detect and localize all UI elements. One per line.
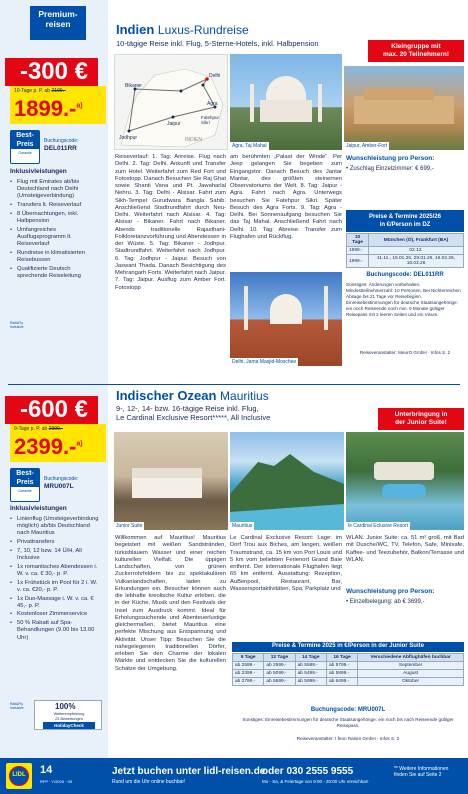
table-cell: ab 2799.- bbox=[233, 678, 264, 686]
list-item: • Qualifizierte Deutsch sprechende Reiseleitung bbox=[10, 266, 102, 280]
wish-title: Wunschleistung pro Person: bbox=[346, 155, 435, 162]
price-table bbox=[232, 653, 464, 686]
india-title-bold: Indien bbox=[116, 22, 155, 37]
india-subtitle: 10-tägige Reise inkl. Flug, 5-Sterne-Hotels, inkl. Halbpension bbox=[116, 39, 319, 48]
old-price: 2199.- bbox=[51, 88, 66, 94]
booking-label: Buchungscode: bbox=[44, 476, 79, 482]
price-footnote: a) bbox=[76, 440, 83, 448]
table-cell: ab 5899.- bbox=[326, 670, 357, 678]
price-table-title: Preise & Termine 2025 in €/Person in der Junior Suite bbox=[232, 642, 464, 652]
booking-code-line: Buchungscode: MRU007L bbox=[310, 707, 386, 713]
table-cell: August bbox=[358, 670, 464, 678]
lidl-logo bbox=[6, 763, 32, 789]
table-cell: 10 Tage bbox=[347, 234, 369, 247]
table-cell: ab 5499.- bbox=[295, 670, 326, 678]
map-label-country: INDIEN bbox=[185, 137, 202, 143]
wish-text: • Einzelbelegung: ab € 3699,- bbox=[346, 599, 425, 605]
resort-photo bbox=[346, 432, 464, 530]
price: 2399.- bbox=[14, 434, 77, 459]
table-cell: München (Ö), Frankfurt (BA) bbox=[369, 234, 464, 247]
photo-caption: Agra, Taj Mahal bbox=[232, 143, 267, 149]
price-table-title: Preise & Termine 2025/26 in €/Person im DZ bbox=[346, 210, 464, 232]
list-item: • Linienflug (Umsteigeverbindung möglich) ab/bis Deutschland nach Mauritius bbox=[10, 516, 102, 538]
mosque-photo bbox=[230, 272, 342, 366]
inclusive-list bbox=[10, 179, 102, 282]
fine-print: Sonstiges: Änderungen vorbehalten. Mindestteilnehmerzahl: 10 Personen. Bei Nichterreichen Absage bis 21 Tage vor Reisebeginn. Einreisebestimmungen für deutsche Staatsangehörige: ein noch Reiseende noch min. 6 Monate gültiger Reisepass mit 2 leeren Seiten und ein Visum. bbox=[346, 282, 461, 317]
photo-caption: Mauritius bbox=[232, 523, 253, 529]
table-header: 16 Tage bbox=[326, 654, 357, 662]
table-row bbox=[347, 255, 464, 268]
table-cell: ab 5099.- bbox=[264, 670, 295, 678]
route-map bbox=[114, 54, 228, 150]
holidaycheck-percent: 100% bbox=[55, 702, 76, 711]
table-cell: ab 5999.- bbox=[295, 678, 326, 686]
list-item: • Rundreise in klimatisierten Reisebussen bbox=[10, 250, 102, 264]
list-item: • Flug mit Emirates ab/bis Deutschland nach Delhi (Umsteigeverbindung) bbox=[10, 179, 102, 201]
itinerary-text-1: Reiseverlauf: 1. Tag: Anreise. Flug nach Delhi. 2. Tag: Delhi. Ankunft und Transfer zum Hotel. Weiterfahrt zum Red Fort und Fotostopp. Danach Besuchen Sie Raj Ghat sowie Shanti Vana und Pt. Jawaharlal Nehru. 3. Tag: Delhi - Alsisar. Fahrt zum Sikh-Tempel Gurudwara Bangla Sahib. Anschließend Stadtrundfahrt durch Neu-Delhi. Weiterfahrt nach Alsisar. 4. Tag: Alsisar - Bikaner. Fahrt nach Bikaner. Abends traditionelle Rajasthani-Folkloretanzvorführung und Abendessen in der Wüste. 5. Tag: Bikaner - Jodhpur. Stadtrundfahrt. Weiterfahrt nach Jodhpur. 6. Tag: Jodhpur - Jaipur. Besuch von Jaswant Thada. Danach Besichtigung des Mehrangarh Forts. Weiterfahrt nach Jaipur. 7. Tag: Jaipur. Ausflug zum Amber Fort. Fotostopp bbox=[115, 154, 226, 291]
price-footnote: a) bbox=[76, 102, 83, 110]
discount-badge: -600 € bbox=[10, 396, 98, 424]
india-title-rest: Luxus-Rundreise bbox=[157, 23, 249, 37]
page-code: RFP · Y/2025 · 05 bbox=[40, 779, 73, 784]
bestpreis-title: Best- Preis bbox=[11, 131, 39, 149]
photo-caption: Delhi, Jama Masjid-Moschee bbox=[232, 359, 297, 365]
mauritius-title bbox=[116, 388, 269, 403]
photo-caption: le Cardinal Eclusive Resort bbox=[348, 523, 409, 529]
mauritius-title-bold: Indischer Ozean bbox=[116, 388, 217, 403]
map-label-fatehpur: Fatehpur Sikri bbox=[201, 115, 220, 125]
mauritius-photo bbox=[230, 432, 344, 530]
amber-fort-photo bbox=[344, 66, 464, 150]
list-item: • 50 % Rabatt auf Spa-Behandlungen (9.00 bis 13.00 Uhr) bbox=[10, 620, 102, 642]
mauritius-title-rest: Mauritius bbox=[220, 389, 269, 403]
holidaycheck-text: Weiterempfehlung 23 Bewertungen bbox=[53, 712, 85, 721]
table-cell: ab 5799.- bbox=[326, 662, 357, 670]
price-box bbox=[10, 86, 106, 124]
list-item: • Transfers lt. Reiseverlauf bbox=[10, 202, 102, 209]
list-item: • Privattransfers bbox=[10, 539, 102, 546]
holidaycheck-badge bbox=[34, 700, 102, 730]
table-cell: Oktober bbox=[358, 678, 464, 686]
more-info-note: ** Weitere Informationen finden Sie auf Seite 2 bbox=[394, 766, 449, 778]
table-cell: ab 2999.- bbox=[264, 662, 295, 670]
holidaycheck-label: HolidayCheck bbox=[43, 722, 95, 729]
section-divider bbox=[8, 384, 460, 385]
map-label-jodhpur: Jodhpur bbox=[119, 135, 138, 141]
rail-fly-logo: Rail&Fly Inclusive bbox=[10, 702, 24, 710]
booking-code-box bbox=[44, 476, 78, 490]
price-duration: 9-Tage p. P. ab bbox=[14, 426, 48, 432]
booking-url-sub: Rund um die Uhr online buchbar! bbox=[112, 779, 186, 785]
table-cell: September bbox=[358, 662, 464, 670]
booking-code-line: Buchungscode: DEL011RR bbox=[366, 272, 444, 278]
table-cell: ab 5599.- bbox=[295, 662, 326, 670]
mauritius-subtitle: 9-, 12-, 14- bzw. 16-tägige Reise inkl. Flug, Le Cardinal Exclusive Resort*****, All Inclusive bbox=[116, 404, 271, 422]
table-header: 14 Tage bbox=[295, 654, 326, 662]
map-label-bikaner: Bikaner bbox=[125, 83, 142, 89]
table-cell: 02.12. bbox=[369, 247, 464, 255]
lidl-logo-text: LIDL bbox=[9, 766, 29, 786]
booking-label: Buchungscode: bbox=[44, 138, 79, 144]
booking-url[interactable]: Jetzt buchen unter lidl-reisen.de bbox=[112, 766, 266, 777]
taj-mahal-photo bbox=[230, 54, 342, 150]
rail-fly-logo: Rail&Fly Inclusive bbox=[10, 321, 24, 329]
description-text-3: WLAN. Junior Suite: ca. 51 m² groß, mit Bad mit Dusche/WC, TV, Telefon, Safe, Minisafe, Kaffee- und Teezubehör, Balkon/Terrasse und WLAN. bbox=[346, 535, 464, 563]
bestpreis-title: Best- Preis bbox=[11, 469, 39, 487]
photo-caption: Junior Suite bbox=[116, 523, 143, 529]
table-cell: ab 2599.- bbox=[233, 662, 264, 670]
map-label-agra: Agra bbox=[207, 101, 218, 107]
old-price: 2999.- bbox=[48, 426, 63, 432]
table-row bbox=[347, 247, 464, 255]
junior-suite-photo bbox=[114, 432, 228, 530]
bestpreis-subtitle: Garantie bbox=[18, 151, 32, 155]
list-item: • 1x Frühstück im Pool für 2 i. W. v. ca. €20,- p. P. bbox=[10, 580, 102, 594]
organizer-text: Reiseveranstalter: I feon Rasen GmbH · Infos S. 2 bbox=[296, 736, 400, 741]
photo-caption: Jaipur, Amber-Fort bbox=[346, 143, 388, 149]
map-label-delhi: Delhi bbox=[209, 73, 221, 79]
bestpreis-logo bbox=[10, 130, 40, 164]
table-cell: 1899.- bbox=[347, 247, 369, 255]
table-row bbox=[347, 234, 464, 247]
inclusive-title: Inklusivleistungen bbox=[10, 505, 67, 512]
description-text-2: Le Cardinal Exclusive Resort: Lage: im Dorf Trou aux Biches, am langen, weißen Traumstrand, ca. 15 km von Port Louis und 5 km vom beliebten Ferienort Grand Baie entfernt. Der internationale Flughafen liegt 65 km entfernt. Ausstattung: Rezeption, AuBenpool, Restaurant, Bar, Wassersportaktivitäten, Spa, Parkplatz und bbox=[230, 535, 342, 592]
table-header: 12 Tage bbox=[264, 654, 295, 662]
table-row bbox=[233, 678, 464, 686]
india-title bbox=[116, 22, 249, 37]
price-box bbox=[10, 424, 106, 462]
map-label-jaipur: Jaipur bbox=[167, 121, 181, 127]
table-cell: 1999.- bbox=[347, 255, 369, 268]
inclusive-title: Inklusivleistungen bbox=[10, 168, 67, 175]
organizer-text: Reiseveranstalter: MeurO GmbH · Infos S. 2 bbox=[359, 350, 451, 355]
description-text-1: Willkommen auf Mauritius! Mauritius begeistert mit weißen Sandstränden, türkisblauem Wasser und einer reichen kulturellen Vielfalt. Die üppigen Landschaften, von grünen Zuckerrohrfeldern bis zu spektakulären Vulkanlandschaften, laden zu Erkundungen ein. Besucher können auch die lebhafte kreolische Kultur erleben, die in der Küche, Musik und den Festivals der Insel zum Ausdruck kommt. Ideal für Erholungssuchende und Abenteuerlustige gleichermaßen, bietet Mauritius eine perfekte Mischung aus Entspannung und Aktivität. Unser Tipp: Besuchen Sie die nahegelegenen traditionellen Dörfer, erleben Sie den Charme der lokalen Märkte und entdecken Sie die kulturellen Schätze der Umgebung. bbox=[115, 535, 226, 672]
table-cell: ab 6499.- bbox=[326, 678, 357, 686]
list-item: • Umfangreiches Ausflugsprogramm lt. Reiseverlauf bbox=[10, 227, 102, 249]
phone-number[interactable]: oder 030 2555 9555 bbox=[262, 766, 354, 777]
wish-text: • Zuschlag Einzelzimmer: € 699,- bbox=[346, 166, 434, 172]
itinerary-text-2: am berühmten „Palast der Winde“. Per Jeep gelangen Sie begeben zum Eingangstor. Danach Besuch des Jantar Mantar, des größten steinernen Observatoriums der Welt. 8. Tag: Jaipur - Agra. Fahrt nach Agra. Unterwegs besuchen Sie Fatehpur Sikri. Später Besuch des Agra Forts. 9. Tag: Agra - Delhi. Bei Sonnenaufgang besuchen Sie das Taj Mahal. Anschließend Fahrt nach Delhi. 10. Tag: Abreise. Transfer zum Flughafen und Rückflug. bbox=[230, 154, 342, 240]
table-header: Verschiedene Abflughäfen buchbar bbox=[358, 654, 464, 662]
table-row bbox=[233, 670, 464, 678]
price-duration: 10-Tage p. P. ab bbox=[14, 88, 51, 94]
wish-title: Wunschleistung pro Person: bbox=[346, 588, 435, 595]
mountain-shape bbox=[230, 432, 344, 530]
bestpreis-subtitle: Garantie bbox=[18, 489, 32, 493]
table-cell: 11.11., 15.01.26, 29.01.26, 16.02.26, 16.03.26 bbox=[369, 255, 464, 268]
table-row bbox=[233, 662, 464, 670]
table-cell: ab 5699.- bbox=[264, 678, 295, 686]
inclusive-list bbox=[10, 516, 102, 643]
list-item: • 1x Duo-Massage i. W. v. ca. € 45,- p. P. bbox=[10, 596, 102, 610]
bestpreis-logo bbox=[10, 468, 40, 502]
discount-badge: -300 € bbox=[10, 58, 98, 86]
booking-code-box bbox=[44, 138, 78, 152]
table-row bbox=[233, 654, 464, 662]
phone-hours: Mo - Sa, & Feiertage von 9:00 - 20:00 Uhr erreichbar! bbox=[262, 779, 369, 784]
booking-code: MRU007L bbox=[44, 483, 74, 490]
list-item: • Kostenloser Zimmerservice bbox=[10, 611, 102, 618]
booking-code: DEL011RR bbox=[44, 145, 77, 152]
table-header: 9 Tage bbox=[233, 654, 264, 662]
suite-ribbon: Unterbringung in der Junior Suite! bbox=[378, 408, 464, 430]
price: 1899.- bbox=[14, 96, 77, 121]
list-item: • 1x romantisches Abendessen i. W. v. ca. € 30,- p. P. bbox=[10, 564, 102, 578]
footer bbox=[0, 758, 468, 794]
list-item: • 8 Übernachtungen, inkl. Halbpension bbox=[10, 211, 102, 225]
price-table bbox=[346, 233, 464, 268]
page-number: 14 bbox=[40, 764, 53, 776]
fine-print: Sonstiges: Einreisebestimmungen für deutsche Staatsangehörige: ein noch bis nach Reiseende gültiger Reisepass. bbox=[242, 717, 454, 728]
list-item: • 7, 10, 12 bzw. 14 Ü/H, All Inclusive bbox=[10, 548, 102, 562]
table-cell: ab 2399.- bbox=[233, 670, 264, 678]
group-ribbon: Kleingruppe mit max. 20 Teilnehmern! bbox=[368, 40, 464, 62]
premium-label: Premium- reisen bbox=[30, 6, 86, 40]
